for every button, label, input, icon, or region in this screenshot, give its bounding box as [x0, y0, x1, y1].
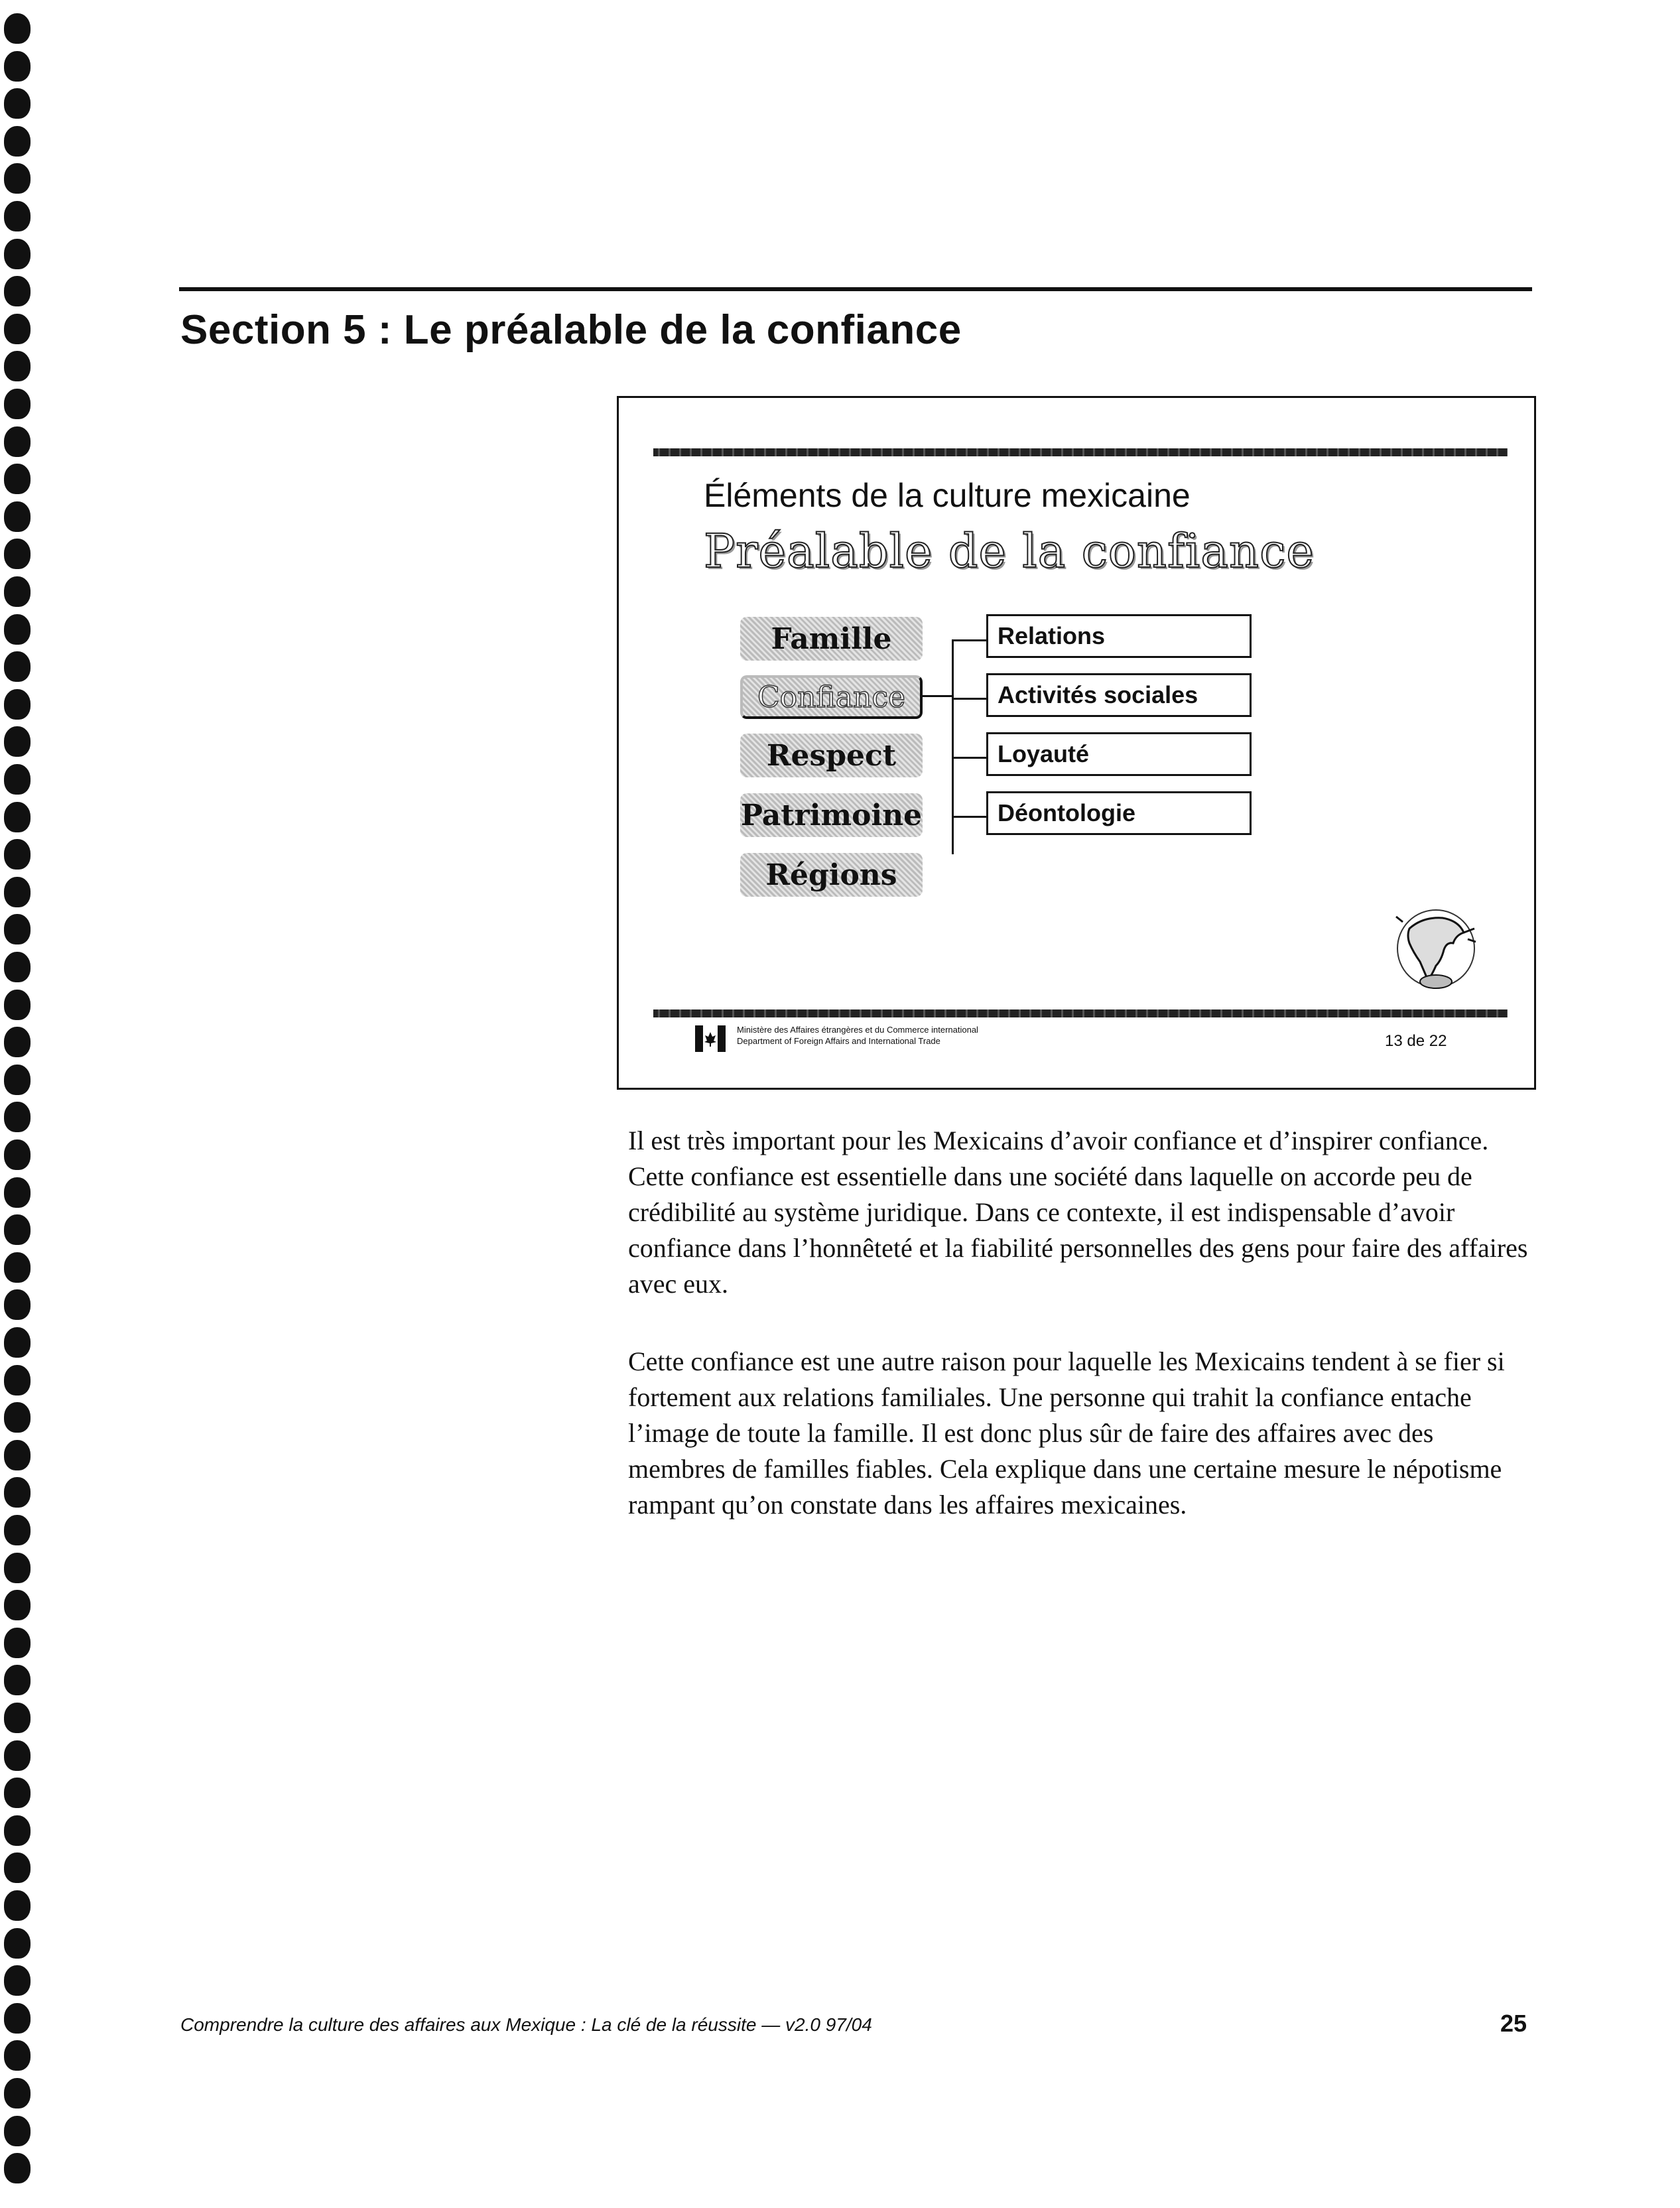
- binder-hole: [4, 13, 31, 44]
- slide-subtitle: Éléments de la culture mexicaine: [704, 477, 1191, 514]
- binder-hole: [4, 764, 31, 795]
- binder-hole: [4, 389, 31, 419]
- binder-hole: [4, 990, 31, 1020]
- footer-title: Comprendre la culture des affaires aux Mexique : La clé de la réussite — v2.0 97/04: [180, 2014, 872, 2035]
- binder-hole: [4, 1852, 31, 1883]
- binder-hole: [4, 914, 31, 944]
- binder-hole: [4, 1027, 31, 1057]
- binder-hole: [4, 1515, 31, 1545]
- ministry-fr: Ministère des Affaires étrangères et du Commerce international: [737, 1025, 978, 1035]
- connector-activites: [952, 698, 986, 700]
- body-paragraph-1: Il est très important pour les Mexicains d’avoir confiance et d’inspirer confiance. Cette confiance est essentielle dans une société dans laquelle on accorde peu de crédibilité au système juridique. Dans ce contexte, il est indispensable d’avoir confiance dans l’honnêteté et la fiabilité personnelles des gens pour faire des affaires avec eux.: [628, 1126, 1528, 1299]
- binder-hole: [4, 1703, 31, 1733]
- binder-hole: [4, 1778, 31, 1808]
- binder-hole: [4, 426, 31, 457]
- binder-hole: [4, 576, 31, 607]
- binder-hole: [4, 651, 31, 682]
- north-america-globe-icon: [1389, 902, 1482, 995]
- slide-page-number: 13 de 22: [1385, 1032, 1447, 1050]
- connector-vertical: [952, 639, 954, 854]
- binder-hole: [4, 1628, 31, 1658]
- binder-hole: [4, 2078, 31, 2109]
- section-title: Section 5 : Le préalable de la confiance: [180, 307, 962, 353]
- binder-hole: [4, 1065, 31, 1095]
- connector-loyaute: [952, 757, 986, 759]
- binder-hole: [4, 1890, 31, 1921]
- binder-hole: [4, 1139, 31, 1170]
- category-relations: Relations: [986, 614, 1252, 658]
- binder-hole: [4, 2153, 31, 2183]
- slide: [617, 396, 1536, 1090]
- binder-hole: [4, 464, 31, 494]
- body-paragraph-2: Cette confiance est une autre raison pour laquelle les Mexicains tendent à se fier si fortement aux relations familiales. Une personne qui trahit la confiance entache l’image de toute la famille. Il est donc plus sûr de faire des affaires avec des membres de familles fiables. Cela explique dans une certaine mesure le népotisme rampant qu’on constate dans les affaires mexicaines.: [628, 1346, 1505, 1520]
- binder-hole: [4, 201, 31, 231]
- binder-hole: [4, 1928, 31, 1959]
- top-rule: [179, 287, 1532, 291]
- pill-regions: Régions: [740, 853, 923, 897]
- binder-hole: [4, 2003, 31, 2034]
- binder-hole: [4, 689, 31, 720]
- category-loyaute: Loyauté: [986, 732, 1252, 776]
- binder-hole: [4, 1214, 31, 1245]
- binder-holes: [4, 13, 33, 2202]
- ministry-en: Department of Foreign Affairs and International Trade: [737, 1036, 940, 1046]
- binder-hole: [4, 2116, 31, 2146]
- binder-hole: [4, 501, 31, 532]
- slide-top-rule: [653, 448, 1508, 456]
- binder-hole: [4, 314, 31, 344]
- binder-hole: [4, 1553, 31, 1583]
- canada-flag-icon: [695, 1025, 726, 1052]
- binder-hole: [4, 1815, 31, 1846]
- binder-hole: [4, 126, 31, 157]
- binder-hole: [4, 1365, 31, 1396]
- binder-hole: [4, 1740, 31, 1771]
- binder-hole: [4, 1327, 31, 1358]
- slide-bottom-rule: [653, 1009, 1508, 1017]
- binder-hole: [4, 1177, 31, 1208]
- connector-relations: [952, 639, 986, 641]
- ministry-name: [737, 1024, 978, 1047]
- footer-page-number: 25: [1500, 2010, 1527, 2037]
- binder-hole: [4, 1965, 31, 1996]
- binder-hole: [4, 839, 31, 870]
- binder-hole: [4, 614, 31, 645]
- pill-famille: Famille: [740, 617, 923, 661]
- slide-heading: Préalable de la confiance: [704, 524, 1315, 578]
- binder-hole: [4, 877, 31, 907]
- binder-hole: [4, 351, 31, 381]
- binder-hole: [4, 51, 31, 82]
- binder-hole: [4, 239, 31, 269]
- pill-confiance: Confiance: [740, 675, 923, 719]
- category-activites-sociales: Activités sociales: [986, 673, 1252, 717]
- binder-hole: [4, 1402, 31, 1433]
- binder-hole: [4, 1590, 31, 1620]
- binder-hole: [4, 1102, 31, 1132]
- binder-hole: [4, 163, 31, 194]
- binder-hole: [4, 1252, 31, 1283]
- binder-hole: [4, 1477, 31, 1508]
- binder-hole: [4, 88, 31, 119]
- binder-hole: [4, 802, 31, 832]
- binder-hole: [4, 726, 31, 757]
- binder-hole: [4, 276, 31, 306]
- category-deontologie: Déontologie: [986, 791, 1252, 835]
- pill-patrimoine: Patrimoine: [740, 793, 923, 837]
- binder-hole: [4, 1289, 31, 1320]
- connector-deontologie: [952, 816, 986, 818]
- binder-hole: [4, 2040, 31, 2071]
- binder-hole: [4, 1440, 31, 1470]
- binder-hole: [4, 952, 31, 982]
- binder-hole: [4, 539, 31, 569]
- binder-hole: [4, 1665, 31, 1695]
- connector-stub: [923, 695, 952, 697]
- pill-respect: Respect: [740, 734, 923, 777]
